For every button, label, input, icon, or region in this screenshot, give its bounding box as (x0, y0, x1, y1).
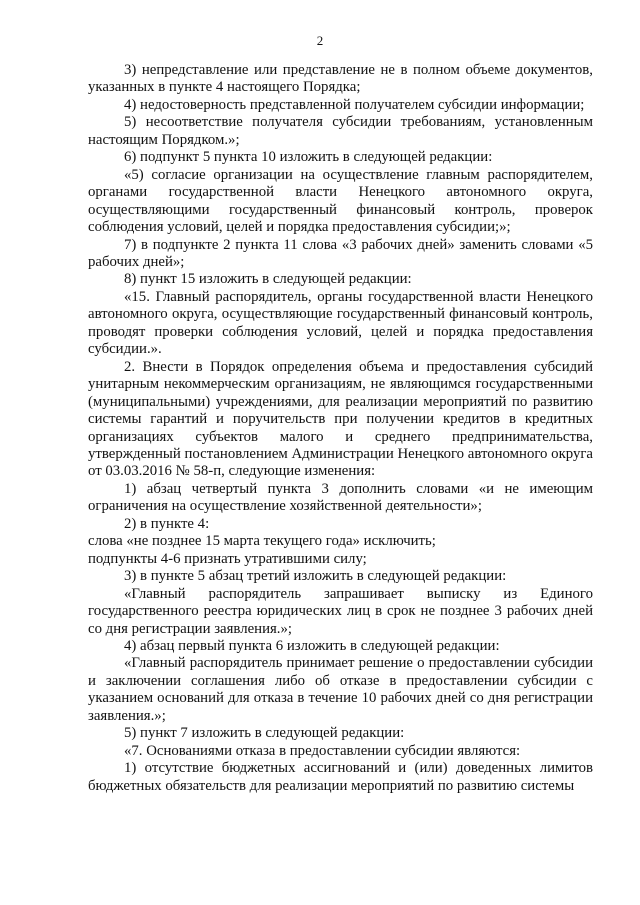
paragraph: «Главный распорядитель запрашивает выписку из Единого государственного реестра юридических лиц в срок не позднее 3 рабочих дней со дня регистрации заявления.»; (88, 585, 593, 637)
page-number: 2 (316, 33, 324, 48)
paragraph: 1) отсутствие бюджетных ассигнований и (или) доведенных лимитов бюджетных обязательств для реализации мероприятий по развитию системы (88, 760, 593, 794)
paragraph: «15. Главный распорядитель, органы государственной власти Ненецкого автономного округа, осуществляющие государственный финансовый контроль, проводят проверки соблюдения условий, целей и порядка предоставления субсидии.». (88, 288, 593, 358)
paragraph: 7) в подпункте 2 пункта 11 слова «3 рабочих дней» заменить словами «5 рабочих дней»; (88, 236, 593, 270)
paragraph: 8) пункт 15 изложить в следующей редакции: (124, 271, 412, 288)
paragraph: подпункты 4-6 признать утратившими силу; (88, 550, 367, 567)
paragraph: «5) согласие организации на осуществление главным распорядителем, органами государственной власти Ненецкого автономного округа, осуществляющими государственный финансовый контроль, проверок соблюдения условий, целей и порядка предоставления субсидии;»; (88, 166, 593, 236)
paragraph: слова «не позднее 15 марта текущего года» исключить; (88, 533, 436, 550)
document-body (88, 62, 593, 795)
paragraph: 5) пункт 7 изложить в следующей редакции: (124, 725, 405, 742)
paragraph: 4) недостоверность представленной получателем субсидии информации; (124, 96, 585, 113)
paragraph: 6) подпункт 5 пункта 10 изложить в следующей редакции: (124, 149, 493, 166)
paragraph: 2) в пункте 4: (124, 515, 210, 532)
paragraph: «7. Основаниями отказа в предоставлении субсидии являются: (124, 742, 521, 759)
paragraph: 5) несоответствие получателя субсидии требованиям, установленным настоящим Порядком.»; (88, 114, 593, 148)
paragraph: 4) абзац первый пункта 6 изложить в следующей редакции: (124, 637, 500, 654)
paragraph: 3) непредставление или представление не в полном объеме документов, указанных в пункте 4 настоящего Порядка; (88, 62, 593, 96)
paragraph: 1) абзац четвертый пункта 3 дополнить словами «и не имеющим ограничения на осуществление хозяйственной деятельности»; (88, 480, 593, 515)
paragraph: «Главный распорядитель принимает решение о предоставлении субсидии и заключении соглашения либо об отказе в предоставлении субсидии с указанием оснований для отказа в течение 10 рабочих дней со дня регистрации заявления.»; (88, 655, 593, 724)
paragraph: 2. Внести в Порядок определения объема и предоставления субсидий унитарным некоммерческим организациям, не являющимся государственными (муниципальными) учреждениями, для реализации мероприятий по развитию системы гарантий и поручительств при получении кредитов в кредитных организациях субъектов малого и среднего предпринимательства, утвержденный постановлением Администрации Ненецкого автономного округа от 03.03.2016 № 58-п, следующие изменения: (88, 358, 593, 480)
paragraph: 3) в пункте 5 абзац третий изложить в следующей редакции: (124, 568, 507, 585)
